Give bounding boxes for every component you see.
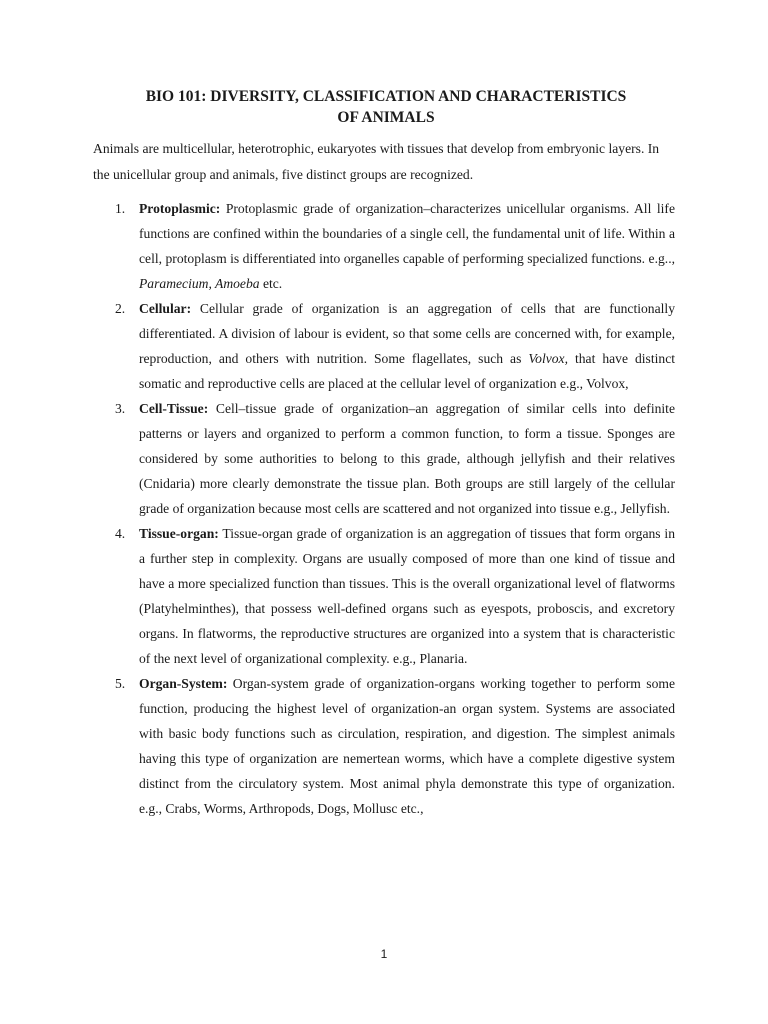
list-item-number: 5. bbox=[115, 676, 126, 691]
list-item-number: 3. bbox=[115, 401, 126, 416]
list-item-number: 4. bbox=[115, 526, 126, 541]
list-item-text: Organ-system grade of organization-organs working together to perform some function, producing the highest level of organization-an organ system. Systems are associated with basic body functions such as circulation, respiration, and digestion. The simplest animals having this type of organization are nemertean worms, which have a complete digestive system distinct from the circulatory system. Most animal phyla demonstrate this type of organization. e.g., Crabs, Worms, Arthropods, Dogs, Mollusc etc., bbox=[139, 676, 675, 816]
list-item bbox=[93, 296, 675, 396]
organization-grades-list bbox=[93, 196, 675, 821]
list-item-italic: Paramecium, Amoeba bbox=[139, 276, 260, 291]
list-item-heading: Cell-Tissue: bbox=[139, 401, 209, 416]
list-item-italic: Volvox, bbox=[528, 351, 568, 366]
list-item-heading: Cellular: bbox=[139, 301, 192, 316]
list-item-text: Cellular grade of organization is an aggregation of cells that are functionally differentiated. A division of labour is evident, so that some cells are concerned with, for example, reproduction, and others with nutrition. Some flagellates, such as bbox=[139, 301, 675, 366]
list-item bbox=[93, 671, 675, 821]
list-item bbox=[93, 396, 675, 521]
list-item-text: Cell–tissue grade of organization–an aggregation of similar cells into definite patterns or layers and organized to perform a common function, to form a tissue. Sponges are considered by some authorities to belong to this grade, although jellyfish and their relatives (Cnidaria) more clearly demonstrate the tissue plan. Both groups are still largely of the cellular grade of organization because most cells are scattered and not organized into tissue e.g., Jellyfish. bbox=[139, 401, 675, 516]
list-item-tail: etc. bbox=[259, 276, 283, 291]
title-line-2: OF ANIMALS bbox=[337, 109, 435, 126]
list-item bbox=[93, 521, 675, 671]
list-item-number: 1. bbox=[115, 201, 126, 216]
list-item bbox=[93, 196, 675, 296]
list-item-text: Tissue-organ grade of organization is an aggregation of tissues that form organs in a further step in complexity. Organs are usually composed of more than one kind of tissue and have a more specialized function than tissues. This is the overall organizational level of flatworms (Platyhelminthes), that possess well-defined organs such as eyespots, proboscis, and excretory organs. In flatworms, the reproductive structures are organized into a system that is characteristic of the next level of organizational complexity. e.g., Planaria. bbox=[139, 526, 675, 666]
list-item-tail: that have distinct somatic and reproductive cells are placed at the cellular level of organization e.g., Volvox, bbox=[139, 351, 676, 391]
list-item-number: 2. bbox=[115, 301, 126, 316]
list-item-heading: Tissue-organ: bbox=[139, 526, 219, 541]
document-title bbox=[92, 86, 680, 128]
list-item-text: Protoplasmic grade of organization–characterizes unicellular organisms. All life functions are confined within the boundaries of a single cell, the fundamental unit of life. Within a cell, protoplasm is differentiated into organelles capable of performing specialized functions. e.g.., bbox=[139, 201, 675, 266]
title-line-1: BIO 101: DIVERSITY, CLASSIFICATION AND CHARACTERISTICS bbox=[145, 88, 627, 105]
list-item-heading: Protoplasmic: bbox=[139, 201, 221, 216]
intro-paragraph: Animals are multicellular, heterotrophic, eukaryotes with tissues that develop from embryonic layers. In the unicellular group and animals, five distinct groups are recognized. bbox=[93, 141, 660, 182]
page-number: 1 bbox=[380, 947, 388, 961]
list-item-heading: Organ-System: bbox=[139, 676, 228, 691]
